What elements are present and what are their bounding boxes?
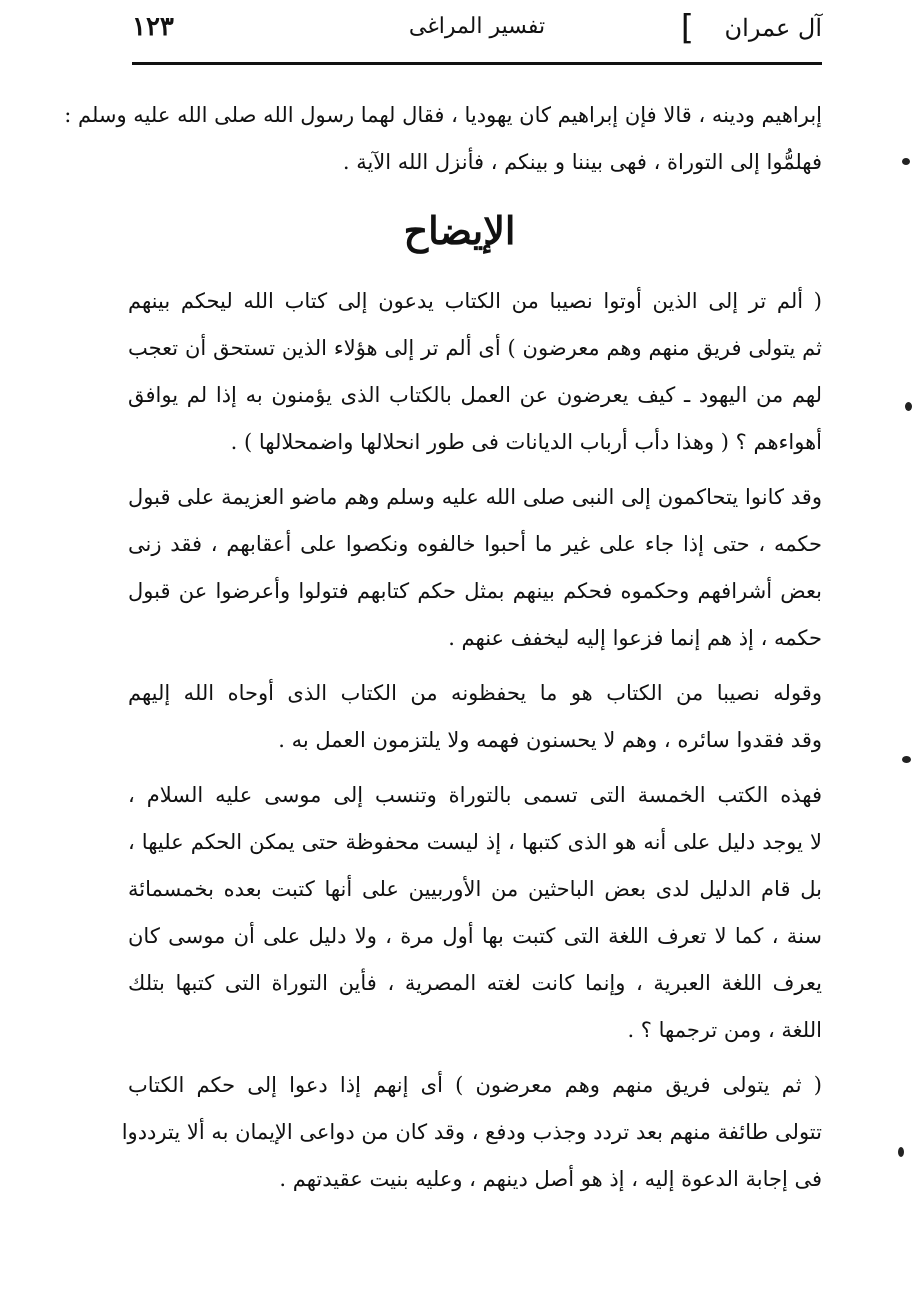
commentary-body: [121, 278, 822, 1211]
paragraph: [121, 1062, 822, 1203]
text-line: تتولى طائفة منهم بعد تردد وجذب ودفع ، وقد كان من دواعى الإيمان به ألا يترددوا: [121, 1120, 822, 1144]
paragraph: [128, 474, 822, 662]
text-line: اللغة ، ومن ترجمها ؟ .: [627, 1018, 822, 1042]
text-line: ثم يتولى فريق منهم وهم معرضون ) أى ألم تر إلى هؤلاء الذين تستحق أن تعجب: [128, 336, 822, 360]
text-line: فى إجابة الدعوة إليه ، إذ هو أصل دينهم ، وعليه بنيت عقيدتهم .: [279, 1167, 822, 1191]
text-line: فهلمُّوا إلى التوراة ، فهى بيننا و بينكم ، فأنزل الله الآية .: [342, 150, 822, 174]
text-line: أهواءهم ؟ ( وهذا دأب أرباب الديانات فى طور انحلالها واضمحلالها ) .: [230, 430, 822, 454]
text-line: يعرف اللغة العبرية ، وإنما كانت لغته المصرية ، فأين التوراة التى كتبها بتلك: [128, 971, 822, 995]
header-rule: [132, 62, 822, 65]
scan-speck: [898, 1147, 904, 1157]
running-title: تفسير المراغى: [408, 14, 546, 39]
text-line: وقد فقدوا سائره ، وهم لا يحسنون فهمه ولا يلتزمون العمل به .: [278, 728, 822, 752]
text-line: ( ثم يتولى فريق منهم وهم معرضون ) أى إنهم إذا دعوا إلى حكم الكتاب: [128, 1073, 822, 1097]
scan-speck: [902, 756, 911, 763]
header-bracket: ]: [680, 8, 694, 48]
text-line: لهم من اليهود ـ كيف يعرضون عن العمل بالكتاب الذى يؤمنون به إذا لم يوافق: [128, 383, 822, 407]
scan-speck: [905, 402, 912, 411]
text-line: بل قام الدليل لدى بعض الباحثين من الأوربيين على أنها كتبت بعده بخمسمائة: [128, 877, 822, 901]
text-line: ( ألم تر إلى الذين أوتوا نصيبا من الكتاب يدعون إلى كتاب الله ليحكم بينهم: [128, 289, 822, 313]
intro-text: [64, 92, 822, 186]
page-number: ١٢٣: [132, 12, 174, 42]
text-line: وقوله نصيبا من الكتاب هو ما يحفظونه من الكتاب الذى أوحاه الله إليهم: [128, 681, 822, 705]
text-line: لا يوجد دليل على أنه هو الذى كتبها ، إذ ليست محفوظة حتى يمكن الحكم عليها ،: [128, 830, 822, 854]
paragraph: [128, 670, 822, 764]
text-line: سنة ، كما لا تعرف اللغة التى كتبت بها أول مرة ، ولا دليل على أن موسى كان: [128, 924, 822, 948]
text-line: حكمه ، إذ هم إنما فزعوا إليه ليخفف عنهم .: [448, 626, 822, 650]
page-header: [132, 8, 822, 50]
paragraph: [128, 278, 822, 466]
text-line: حكمه ، حتى إذا جاء على غير ما أحبوا خالفوه ونكصوا على أعقابهم ، فقد زنى: [128, 532, 822, 556]
text-line: فهذه الكتب الخمسة التى تسمى بالتوراة وتنسب إلى موسى عليه السلام ،: [128, 783, 822, 807]
text-line: وقد كانوا يتحاكمون إلى النبى صلى الله عليه وسلم وهم ماضو العزيمة على قبول: [128, 485, 822, 509]
section-heading: الإيضاح: [403, 208, 516, 253]
text-line: بعض أشرافهم وحكموه فحكم بينهم بمثل حكم كتابهم فتولوا وأعرضوا عن قبول: [128, 579, 822, 603]
paragraph: [128, 772, 822, 1054]
text-line: إبراهيم ودينه ، قالا فإن إبراهيم كان يهوديا ، فقال لهما رسول الله صلى الله عليه وسلم :: [64, 103, 822, 127]
scan-speck: [902, 158, 910, 165]
surah-name: آل عمران: [724, 14, 822, 42]
